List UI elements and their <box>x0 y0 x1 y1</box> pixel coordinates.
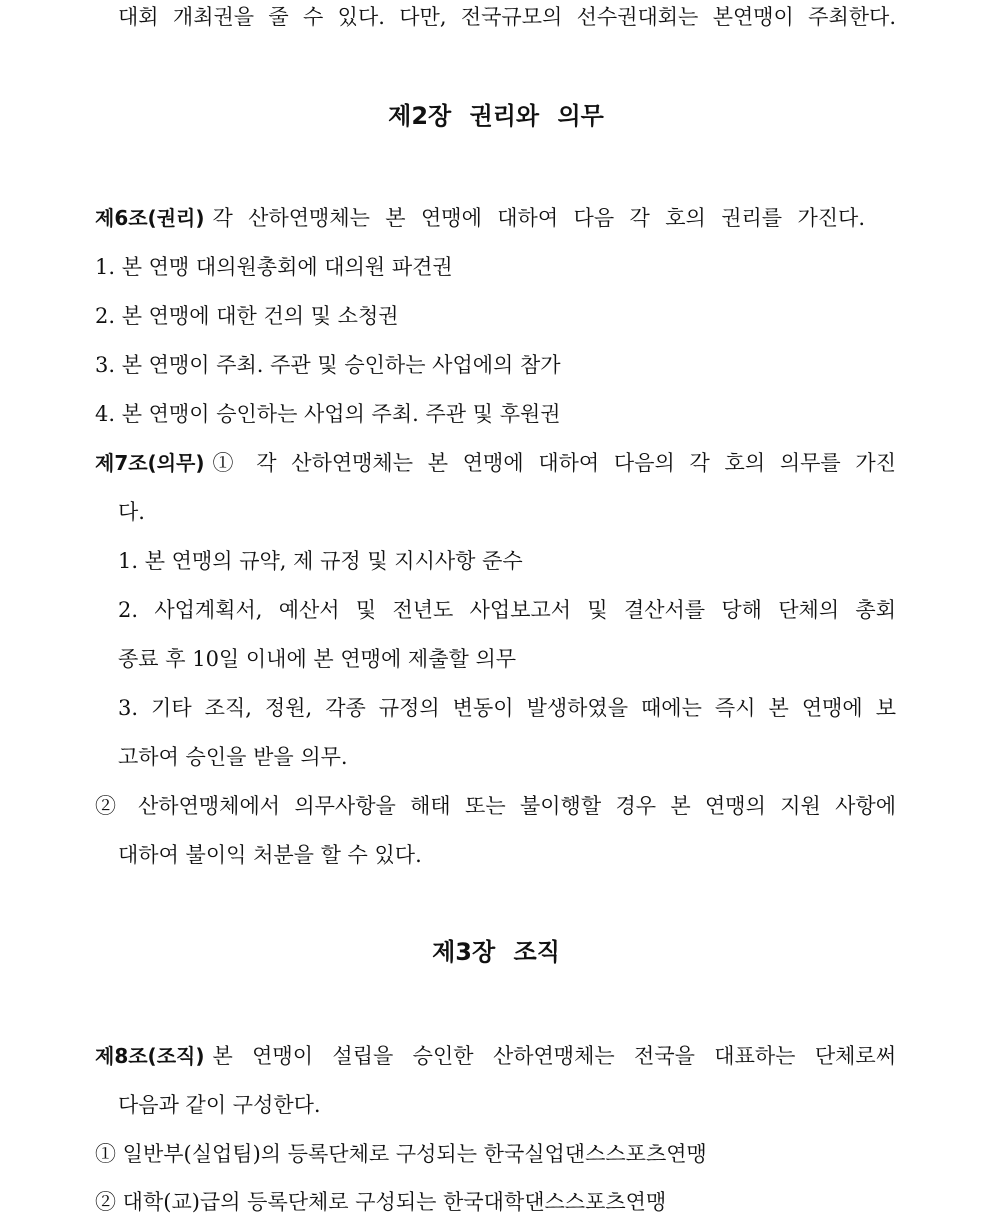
article-6-item-3: 3. 본 연맹이 주최. 주관 및 승인하는 사업에의 참가 <box>95 353 561 377</box>
article-8-item-2: ② 대학(교)급의 등록단체로 구성되는 한국대학댄스스포츠연맹 <box>95 1190 667 1214</box>
article-6 <box>95 203 865 233</box>
article-7-para-2-cont: 대하여 불이익 처분을 할 수 있다. <box>118 843 422 867</box>
article-7 <box>95 448 896 478</box>
article-7-item-3: 3. 기타 조직, 정원, 각종 규정의 변동이 발생하였을 때에는 즉시 본 연맹에 보 <box>118 696 896 720</box>
article-8-label: 제8조(조직) <box>95 1044 205 1068</box>
article-7-item-1: 1. 본 연맹의 규약, 제 규정 및 지시사항 준수 <box>118 549 523 573</box>
article-8 <box>95 1041 896 1071</box>
article-6-item-2: 2. 본 연맹에 대한 건의 및 소청권 <box>95 304 399 328</box>
article-7-label: 제7조(의무) <box>95 451 205 475</box>
article-7-item-2-cont: 종료 후 10일 이내에 본 연맹에 제출할 의무 <box>118 647 517 671</box>
article-7-item-3-cont: 고하여 승인을 받을 의무. <box>118 745 348 769</box>
article-8-text: 본 연맹이 설립을 승인한 산하연맹체는 전국을 대표하는 단체로써 <box>212 1044 896 1068</box>
article-7-text-cont: 다. <box>118 500 145 524</box>
article-8-item-1: ① 일반부(실업팀)의 등록단체로 구성되는 한국실업댄스스포츠연맹 <box>95 1142 707 1166</box>
article-6-label: 제6조(권리) <box>95 206 205 230</box>
intro-line: 대회 개최권을 줄 수 있다. 다만, 전국규모의 선수권대회는 본연맹이 주최한다. <box>118 5 896 29</box>
chapter-3-title: 제3장 조직 <box>432 938 560 966</box>
article-7-para-2: ② 산하연맹체에서 의무사항을 해태 또는 불이행할 경우 본 연맹의 지원 사항에 <box>95 794 896 818</box>
article-8-text-cont: 다음과 같이 구성한다. <box>118 1093 321 1117</box>
article-6-item-1: 1. 본 연맹 대의원총회에 대의원 파견권 <box>95 255 453 279</box>
article-6-item-4: 4. 본 연맹이 승인하는 사업의 주최. 주관 및 후원권 <box>95 402 561 426</box>
article-7-text: ① 각 산하연맹체는 본 연맹에 대하여 다음의 각 호의 의무를 가진 <box>212 451 896 475</box>
article-6-text: 각 산하연맹체는 본 연맹에 대하여 다음 각 호의 권리를 가진다. <box>212 206 865 230</box>
article-7-item-2: 2. 사업계획서, 예산서 및 전년도 사업보고서 및 결산서를 당해 단체의 총회 <box>118 598 896 622</box>
chapter-2-title: 제2장 권리와 의무 <box>388 102 604 130</box>
